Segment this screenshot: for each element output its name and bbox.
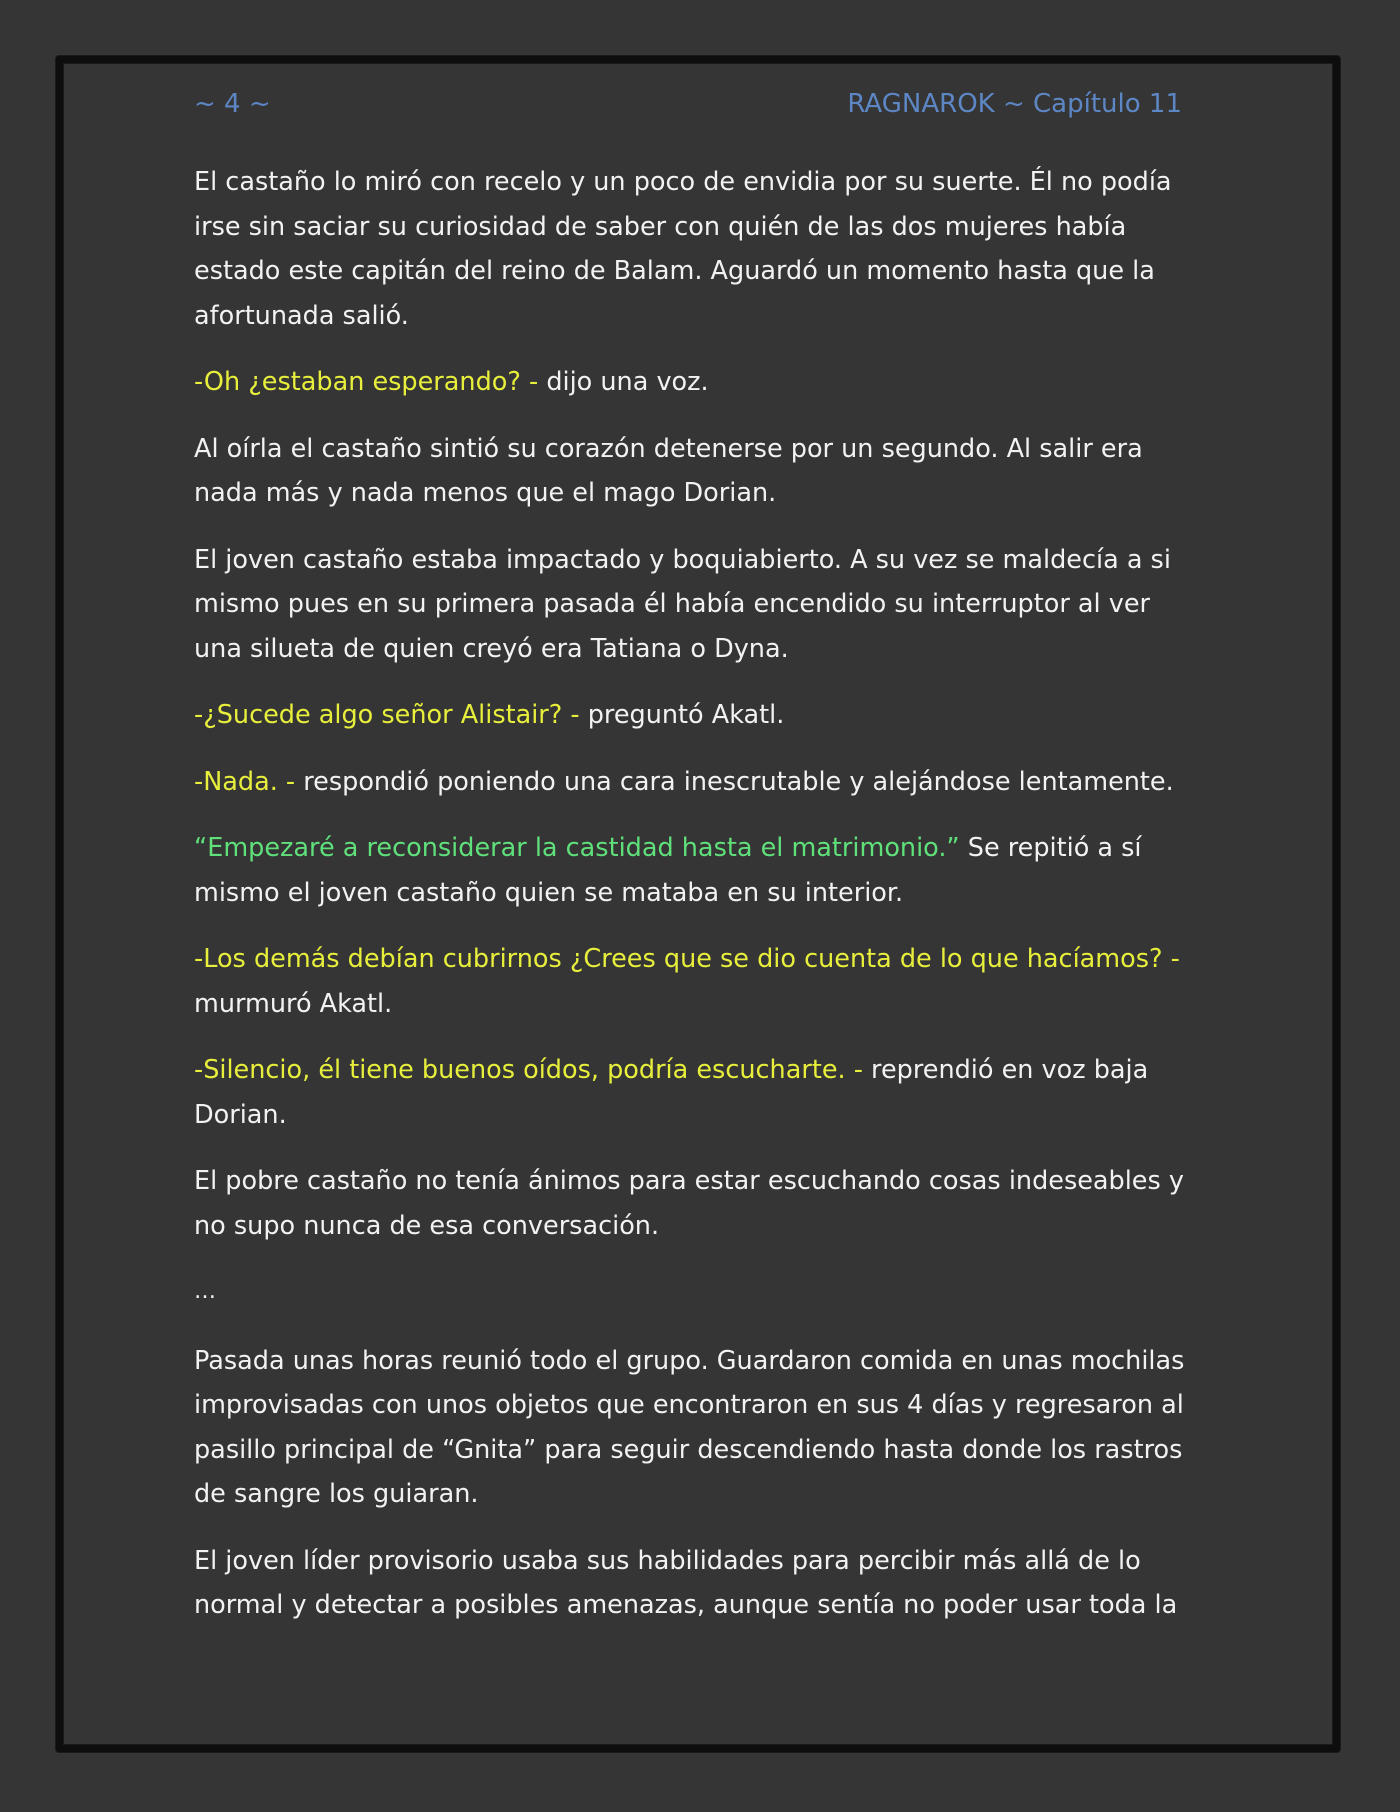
dialogue: -Oh ¿estaban esperando? - [194, 367, 539, 397]
chapter-title: RAGNAROK ~ Capítulo 11 [847, 89, 1182, 119]
scene-break-mark: … [194, 1279, 216, 1304]
dialogue: -Silencio, él tiene buenos oídos, podría escucharte. - [194, 1055, 863, 1085]
page-header [194, 84, 1182, 124]
paragraph [194, 1339, 1204, 1517]
page-number: ~ 4 ~ [194, 89, 271, 119]
narration: Al oírla el castaño sintió su corazón detenerse por un segundo. Al salir era nada más y nada menos que el mago Dorian. [194, 433, 1143, 508]
dialogue: -¿Sucede algo señor Alistair? - [194, 700, 580, 730]
narration: El castaño lo miró con recelo y un poco de envidia por su suerte. Él no podía irse sin saciar su curiosidad de saber con quién de las dos mujeres había estado este capitán del reino de Balam. Aguardó un momento hasta que la afortunada salió. [194, 167, 1172, 331]
paragraph [194, 1539, 1204, 1628]
paragraph [194, 826, 1204, 915]
scene-break [194, 1270, 1204, 1315]
narration: El pobre castaño no tenía ánimos para estar escuchando cosas indeseables y no supo nunca de esa conversación. [194, 1166, 1184, 1241]
narration: reprendió en voz baja Dorian. [194, 1055, 1149, 1130]
narration: murmuró Akatl. [194, 988, 393, 1019]
narration: preguntó Akatl. [579, 700, 785, 730]
paragraph [194, 693, 1204, 738]
paragraph [194, 160, 1204, 338]
dialogue: -Nada. - [194, 766, 296, 797]
dialogue: -Los demás debían cubrirnos ¿Crees que se dio cuenta de lo que hacíamos? - [194, 944, 1180, 974]
narration: El joven castaño estaba impactado y boquiabierto. A su vez se maldecía a si mismo pues en su primera pasada él había encendido su interruptor al ver una silueta de quien creyó era Tatiana o Dyna. [194, 544, 1171, 664]
paragraph [194, 1159, 1204, 1248]
paragraph [194, 760, 1204, 805]
narration: Se repitió a sí mismo el joven castaño quien se mataba en su interior. [194, 833, 1142, 908]
narration: Pasada unas horas reunió todo el grupo. Guardaron comida en unas mochilas improvisadas con unos objetos que encontraron en sus 4 días y regresaron al pasillo principal de “Gnita” para seguir descendiendo hasta donde los rastros de sangre los guiaran. [194, 1345, 1185, 1509]
narration: El joven líder provisorio usaba sus habilidades para percibir más allá de lo normal y detectar a posibles amenazas, aunque sentía no poder usar toda la [194, 1545, 1178, 1620]
narration: respondió poniendo una cara inescrutable y alejándose lentamente. [295, 766, 1174, 797]
paragraph [194, 360, 1204, 405]
story-text [194, 160, 1204, 1650]
paragraph [194, 1048, 1204, 1137]
inner-thought: “Empezaré a reconsiderar la castidad hasta el matrimonio.” [194, 833, 960, 863]
paragraph [194, 937, 1204, 1026]
paragraph [194, 538, 1204, 672]
paragraph [194, 427, 1204, 516]
narration: dijo una voz. [538, 367, 709, 397]
